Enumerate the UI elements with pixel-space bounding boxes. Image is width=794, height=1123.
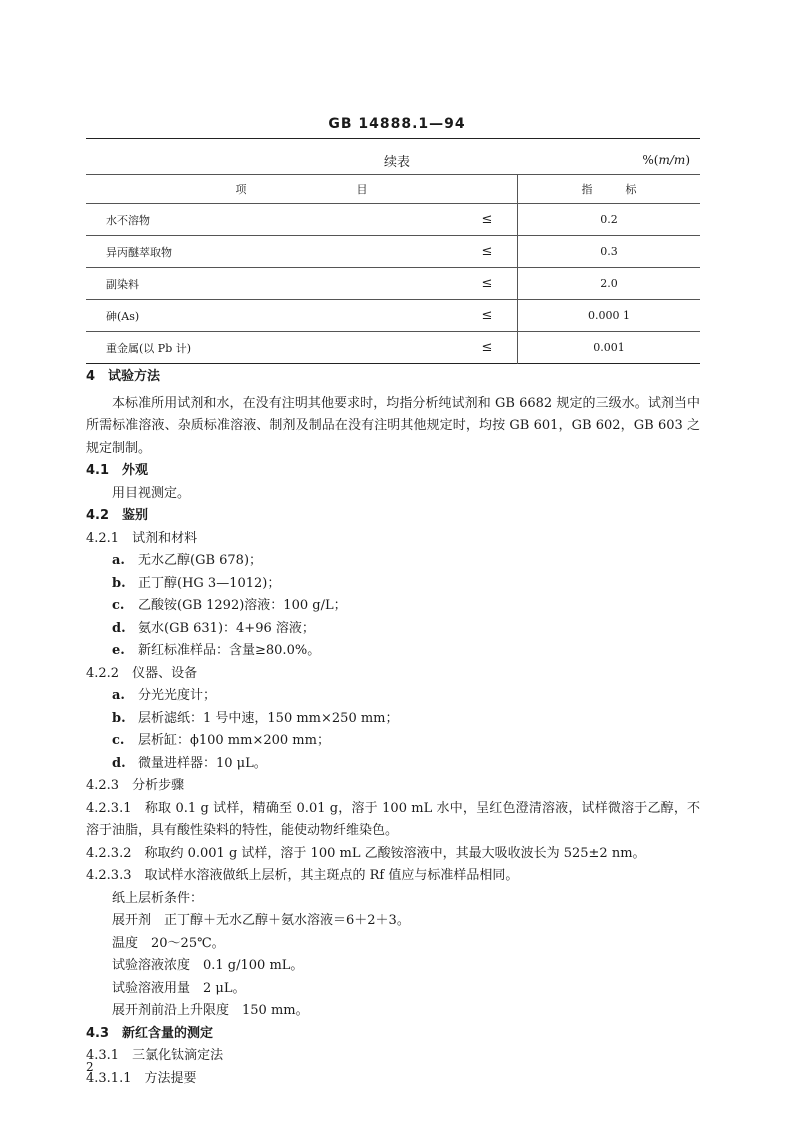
row-name: 水不溶物 xyxy=(86,204,457,236)
document-body xyxy=(86,366,700,1090)
section-heading-4-3-1: 4.3.1 三氯化钛滴定法 xyxy=(86,1048,224,1063)
row-value: 0.3 xyxy=(518,236,701,268)
header-rule xyxy=(86,138,700,139)
section-heading-4: 4 试验方法 xyxy=(86,369,161,384)
condition-item: 试验溶液用量 2 μL。 xyxy=(112,980,246,996)
row-operator: ≤ xyxy=(457,236,518,268)
table-row xyxy=(86,332,700,364)
col-header-value: 指 标 xyxy=(518,175,701,204)
document-header: GB 14888.1—94 xyxy=(328,116,466,132)
row-value: 0.2 xyxy=(518,204,701,236)
section-heading-4-3-1-1: 4.3.1.1 方法提要 xyxy=(86,1070,197,1086)
section-heading-4-2-3: 4.2.3 分析步骤 xyxy=(86,778,185,793)
table-unit: %(m/m) xyxy=(642,153,690,167)
table-row xyxy=(86,236,700,268)
section-4-paragraph: 本标准所用试剂和水，在没有注明其他要求时，均指分析纯试剂和 GB 6682 规定的三级水。试剂当中所需标准溶液、杂质标准溶液、制剂及制品在没有注明其他规定时，均按 GB 601，GB 602，GB 603 之规定制制。 xyxy=(86,395,700,456)
row-value: 0.001 xyxy=(518,332,701,364)
row-operator: ≤ xyxy=(457,268,518,300)
table-row xyxy=(86,204,700,236)
row-operator: ≤ xyxy=(457,332,518,364)
list-item: e. 新红标准样品：含量≥80.0%。 xyxy=(112,643,321,658)
page-number: 2 xyxy=(86,1060,94,1074)
row-operator: ≤ xyxy=(457,204,518,236)
row-operator: ≤ xyxy=(457,300,518,332)
section-heading-4-1: 4.1 外观 xyxy=(86,463,149,478)
list-item: c. 乙酸铵(GB 1292)溶液：100 g/L； xyxy=(112,598,347,613)
condition-item: 展开剂前沿上升限度 150 mm。 xyxy=(112,1003,309,1018)
condition-item: 温度 20～25℃。 xyxy=(112,935,225,951)
condition-item: 试验溶液浓度 0.1 g/100 mL。 xyxy=(112,958,304,973)
row-name: 砷(As) xyxy=(86,300,457,332)
section-heading-4-2-2: 4.2.2 仪器、设备 xyxy=(86,665,198,681)
list-item: d. 微量进样器：10 μL。 xyxy=(112,755,267,771)
list-item: a. 分光光度计； xyxy=(112,688,217,703)
spec-table xyxy=(86,174,700,364)
list-item: a. 无水乙醇(GB 678)； xyxy=(112,553,263,568)
table-row xyxy=(86,300,700,332)
row-name: 副染料 xyxy=(86,268,457,300)
list-item: b. 层析滤纸：1 号中速，150 mm×250 mm； xyxy=(112,710,399,726)
table-header-row xyxy=(86,175,700,204)
row-name: 异丙醚萃取物 xyxy=(86,236,457,268)
row-value: 2.0 xyxy=(518,268,701,300)
section-4-1-text: 用目视测定。 xyxy=(112,485,191,501)
section-heading-4-2: 4.2 鉴别 xyxy=(86,508,149,523)
clause-4-2-3-1: 4.2.3.1 称取 0.1 g 试样，精确至 0.01 g，溶于 100 mL 水中，呈红色澄清溶液，试样微溶于乙醇，不溶于油脂，具有酸性染料的特性，能使动物纤维染色。 xyxy=(86,800,700,838)
section-heading-4-3: 4.3 新红含量的测定 xyxy=(86,1025,214,1041)
condition-item: 展开剂 正丁醇＋无水乙醇＋氨水溶液＝6＋2＋3。 xyxy=(112,913,410,928)
list-item: b. 正丁醇(HG 3—1012)； xyxy=(112,575,281,591)
col-header-item: 项 目 xyxy=(86,175,518,204)
row-name: 重金属(以 Pb 计) xyxy=(86,332,457,364)
section-heading-4-2-1: 4.2.1 试剂和材料 xyxy=(86,530,198,546)
clause-4-2-3-3: 4.2.3.3 取试样水溶液做纸上层析，其主斑点的 Rf 值应与标准样品相同。 xyxy=(86,868,519,883)
list-item: d. 氨水(GB 631)：4+96 溶液； xyxy=(112,620,315,636)
table-row xyxy=(86,268,700,300)
row-value: 0.000 1 xyxy=(518,300,701,332)
list-item: c. 层析缸：ϕ100 mm×200 mm； xyxy=(112,733,330,748)
conditions-title: 纸上层析条件： xyxy=(112,890,204,906)
clause-4-2-3-2: 4.2.3.2 称取约 0.001 g 试样，溶于 100 mL 乙酸铵溶液中，其最大吸收波长为 525±2 nm。 xyxy=(86,845,646,861)
table-caption: 续表 xyxy=(383,155,410,170)
